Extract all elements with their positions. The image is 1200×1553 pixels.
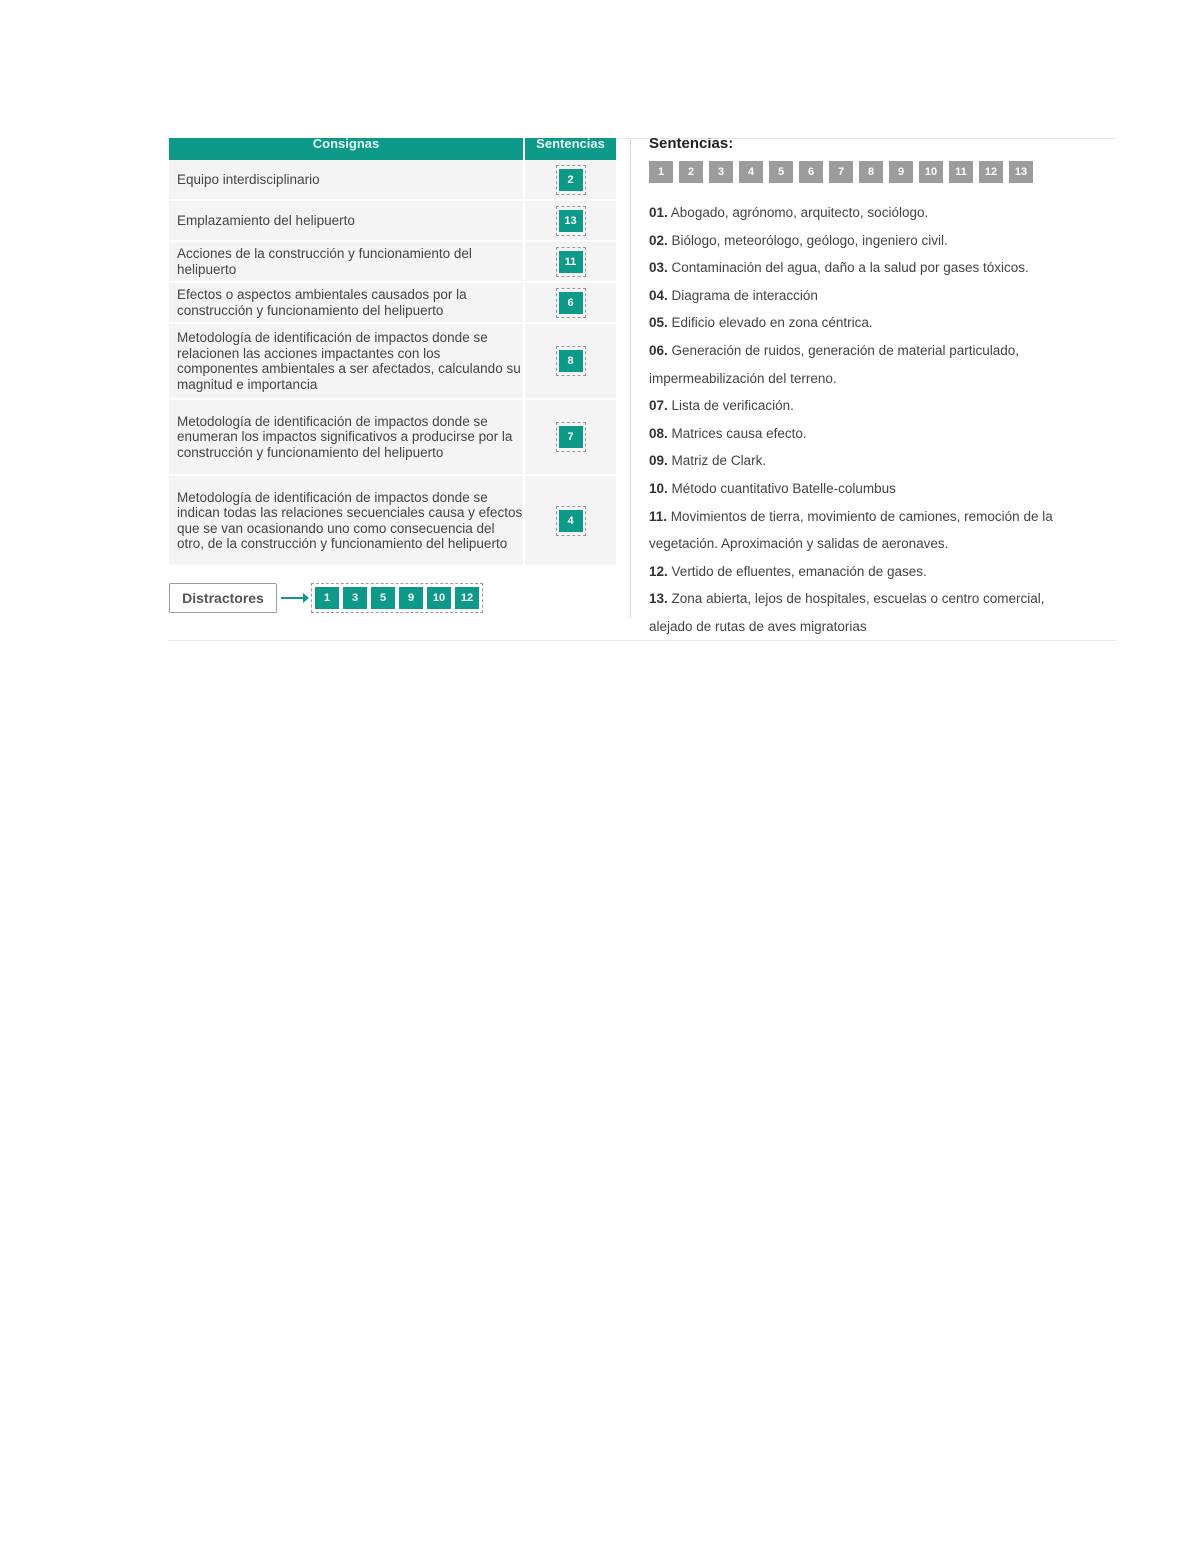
table-row — [169, 400, 616, 476]
table-row — [169, 283, 616, 324]
sentence-text: Abogado, agrónomo, arquitecto, sociólogo. — [670, 205, 929, 220]
sentence-item — [649, 337, 1089, 392]
header-consignas: Consignas — [169, 138, 525, 160]
sentence-number: 01. — [649, 205, 668, 220]
answer-drop-slot[interactable] — [556, 506, 586, 536]
sentence-number: 04. — [649, 287, 668, 303]
answer-drop-slot[interactable] — [556, 346, 586, 376]
sentence-tile[interactable]: 9 — [889, 161, 913, 183]
sentence-item — [649, 447, 1089, 475]
sentence-number: 12. — [649, 563, 668, 579]
sentence-item — [649, 475, 1089, 503]
sentence-text: Edificio elevado en zona céntrica. — [671, 315, 873, 331]
sentence-item — [649, 282, 1089, 310]
sentence-tile[interactable]: 1 — [649, 161, 673, 183]
sentence-item — [649, 254, 1089, 282]
distractor-chip[interactable]: 10 — [427, 587, 451, 609]
sentence-item — [649, 558, 1089, 586]
answer-drop-slot[interactable] — [556, 288, 586, 318]
table-row — [169, 160, 616, 201]
distractores-area — [169, 583, 483, 613]
sentence-tile[interactable]: 13 — [1009, 161, 1033, 183]
header-sentencias: Sentencias — [536, 138, 605, 151]
sentence-text: Diagrama de interacción — [671, 287, 818, 303]
answer-chip[interactable]: 8 — [559, 350, 583, 372]
consigna-text: Efectos o aspectos ambientales causados por la construcción y funcionamiento del helipuerto — [169, 283, 525, 322]
consignas-table — [169, 138, 616, 567]
sentence-tile[interactable]: 7 — [829, 161, 853, 183]
answer-drop-slot[interactable] — [556, 165, 586, 195]
consigna-text: Equipo interdisciplinario — [169, 160, 525, 199]
answer-drop-slot[interactable] — [556, 206, 586, 236]
sentence-item — [649, 392, 1089, 420]
consigna-text: Metodología de identificación de impactos donde se relacionen las acciones impactantes con los componentes ambientales a ser afectados, calculando su magnitud e importancia — [169, 324, 525, 398]
consigna-text: Emplazamiento del helipuerto — [169, 201, 525, 240]
arrow-right-icon — [281, 597, 307, 599]
sentence-text: Matrices causa efecto. — [671, 425, 807, 441]
sentence-number: 06. — [649, 342, 668, 358]
sentence-item — [649, 420, 1089, 448]
sentencias-panel — [649, 138, 1089, 641]
sentence-text: Movimientos de tierra, movimiento de camiones, remoción de la vegetación. Aproximación y salidas de aeronaves. — [649, 508, 1053, 552]
answer-chip[interactable]: 6 — [559, 292, 583, 314]
answer-chip[interactable]: 2 — [559, 169, 583, 191]
sentence-tile[interactable]: 3 — [709, 161, 733, 183]
sentence-number: 13. — [649, 591, 668, 607]
sentence-number: 10. — [649, 480, 668, 496]
sentence-tile[interactable]: 4 — [739, 161, 763, 183]
answer-chip[interactable]: 13 — [559, 210, 583, 232]
sentence-text: Contaminación del agua, daño a la salud por gases tóxicos. — [671, 260, 1029, 276]
table-row — [169, 476, 616, 567]
distractor-chip[interactable]: 12 — [455, 587, 479, 609]
distractor-chip[interactable]: 5 — [371, 587, 395, 609]
sentence-item — [649, 227, 1089, 255]
sentencias-list — [649, 199, 1089, 641]
sentence-number: 11. — [649, 508, 668, 524]
sentence-tile[interactable]: 8 — [859, 161, 883, 183]
sentence-tile[interactable]: 11 — [949, 161, 973, 183]
sentence-item — [649, 585, 1089, 640]
sentence-number: 05. — [649, 315, 668, 331]
sentence-number: 03. — [649, 260, 668, 276]
consigna-text: Acciones de la construcción y funcionamiento del helipuerto — [169, 242, 525, 281]
frame-bottom-border — [168, 640, 1116, 641]
sentence-number: 09. — [649, 453, 668, 469]
distractor-chip[interactable]: 9 — [399, 587, 423, 609]
table-row — [169, 324, 616, 400]
consigna-text: Metodología de identificación de impactos donde se indican todas las relaciones secuenciales causa y efectos que se van ocasionando uno como consecuencia del otro, de la construcción y funcionamiento del helipuerto — [169, 476, 525, 565]
table-header — [169, 138, 616, 160]
distractores-drop-zone[interactable] — [311, 583, 483, 613]
distractor-chip[interactable]: 1 — [315, 587, 339, 609]
sentence-tile[interactable]: 2 — [679, 161, 703, 183]
consigna-text: Metodología de identificación de impactos donde se enumeran los impactos significativos a producirse por la construcción y funcionamiento del helipuerto — [169, 400, 525, 474]
answer-chip[interactable]: 7 — [559, 426, 583, 448]
sentence-text: Biólogo, meteorólogo, geólogo, ingeniero civil. — [671, 232, 948, 248]
sentencias-title: Sentencias: — [649, 138, 734, 152]
sentence-tile[interactable]: 10 — [919, 161, 943, 183]
answer-drop-slot[interactable] — [556, 422, 586, 452]
sentence-item — [649, 503, 1089, 558]
sentence-item — [649, 309, 1089, 337]
sentence-number: 02. — [649, 232, 668, 248]
activity-frame — [168, 138, 1116, 641]
answer-chip[interactable]: 11 — [559, 251, 583, 273]
sentence-text: Método cuantitativo Batelle-columbus — [671, 480, 896, 496]
sentence-item — [649, 199, 1089, 227]
distractores-label: Distractores — [169, 583, 277, 613]
sentence-text: Generación de ruidos, generación de material particulado, impermeabilización del terreno. — [649, 342, 1020, 386]
sentence-tile[interactable]: 6 — [799, 161, 823, 183]
sentence-number: 08. — [649, 425, 668, 441]
sentence-text: Lista de verificación. — [671, 398, 794, 414]
sentence-tile[interactable]: 12 — [979, 161, 1003, 183]
panel-divider — [630, 138, 631, 618]
answer-chip[interactable]: 4 — [559, 510, 583, 532]
answer-drop-slot[interactable] — [556, 247, 586, 277]
sentence-number: 07. — [649, 398, 668, 414]
sentencias-tiles — [649, 161, 1089, 183]
table-row — [169, 242, 616, 283]
sentence-text: Zona abierta, lejos de hospitales, escuelas o centro comercial, alejado de rutas de aves migratorias — [649, 591, 1045, 634]
sentence-text: Matriz de Clark. — [671, 453, 767, 469]
sentence-text: Vertido de efluentes, emanación de gases. — [671, 563, 927, 579]
sentence-tile[interactable]: 5 — [769, 161, 793, 183]
table-row — [169, 201, 616, 242]
distractor-chip[interactable]: 3 — [343, 587, 367, 609]
